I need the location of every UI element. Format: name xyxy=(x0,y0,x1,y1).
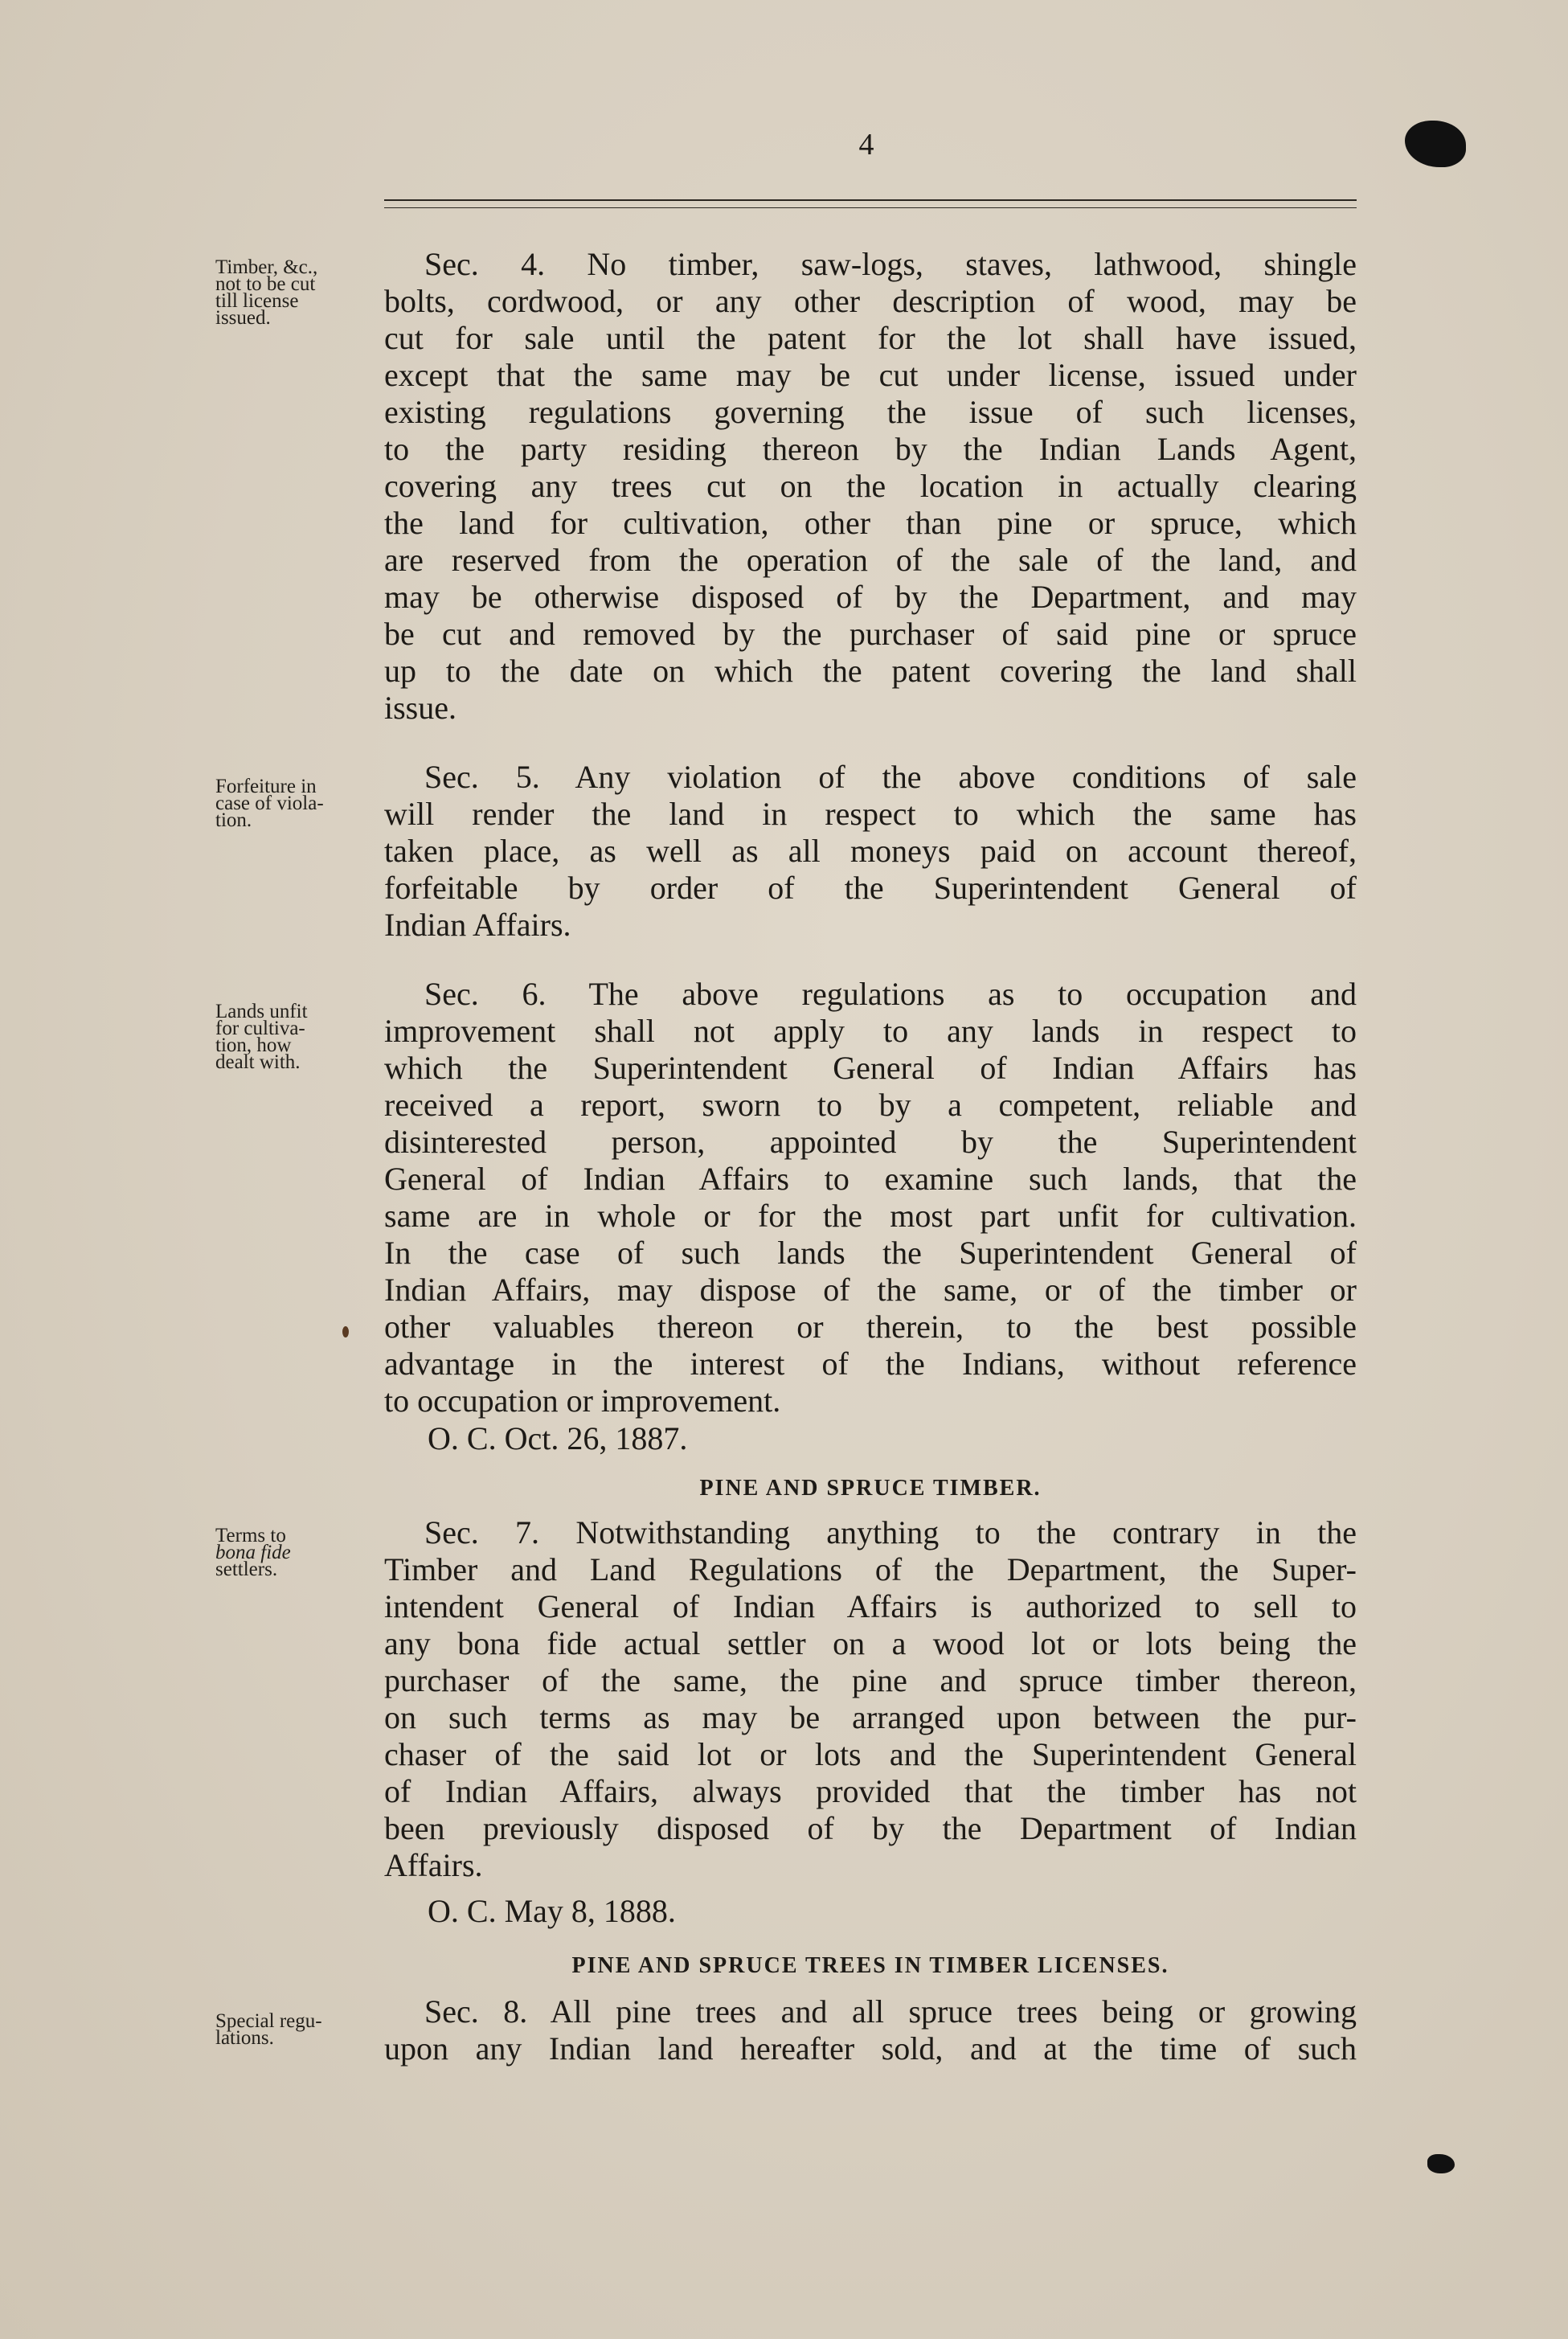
text-line: be cut and removed by the purchaser of said pine or spruce xyxy=(384,616,1357,652)
margin-note-line: till license xyxy=(215,290,299,312)
order-in-council-date: O. C. Oct. 26, 1887. xyxy=(428,1420,688,1456)
margin-note-sec-4 xyxy=(215,256,376,329)
margin-note-line: tion. xyxy=(215,809,252,831)
text-line: Timber and Land Regulations of the Department, the Super- xyxy=(384,1551,1357,1587)
section-8-text xyxy=(384,1993,1357,2067)
text-line: existing regulations governing the issue of such licenses, xyxy=(384,394,1357,430)
text-line: will render the land in respect to which the same has xyxy=(384,796,1357,832)
margin-note-line: case of viola- xyxy=(215,793,324,814)
text-line: Indian Affairs. xyxy=(384,907,571,943)
text-line: improvement shall not apply to any lands in respect to xyxy=(384,1013,1357,1049)
margin-note-line: settlers. xyxy=(215,1559,278,1580)
margin-note-line: not to be cut xyxy=(215,273,316,295)
section-6-text xyxy=(384,976,1357,1419)
margin-note-line: for cultiva- xyxy=(215,1018,305,1039)
margin-note-line: Terms to xyxy=(215,1525,286,1546)
text-line: been previously disposed of by the Department of Indian xyxy=(384,1810,1357,1846)
text-line: any bona fide actual settler on a wood lot or lots being the xyxy=(384,1625,1357,1661)
text-line: are reserved from the operation of the sale of the land, and xyxy=(384,542,1357,578)
margin-note-line: tion, how xyxy=(215,1034,292,1056)
text-line: to occupation or improvement. xyxy=(384,1383,781,1419)
margin-note-line: lations. xyxy=(215,2027,274,2049)
text-line: except that the same may be cut under license, issued under xyxy=(384,357,1357,393)
text-line: Sec. 7. Notwithstanding anything to the contrary in the xyxy=(424,1514,1357,1550)
text-line: purchaser of the same, the pine and spruce timber thereon, xyxy=(384,1662,1357,1698)
margin-note-line: Timber, &c., xyxy=(215,256,318,278)
section-heading: PINE AND SPRUCE TREES IN TIMBER LICENSES. xyxy=(571,1953,1169,1978)
header-rule xyxy=(384,199,1357,201)
text-line: cut for sale until the patent for the lot shall have issued, xyxy=(384,320,1357,356)
section-heading: PINE AND SPRUCE TIMBER. xyxy=(699,1476,1042,1501)
text-line: Sec. 6. The above regulations as to occupation and xyxy=(424,976,1357,1012)
text-line: on such terms as may be arranged upon between the pur- xyxy=(384,1699,1357,1735)
margin-note-line: Forfeiture in xyxy=(215,776,317,797)
ink-blot-mark xyxy=(1427,2154,1455,2173)
text-line: upon any Indian land hereafter sold, and at the time of such xyxy=(384,2030,1357,2067)
margin-note-sec-7 xyxy=(215,1527,376,1578)
text-line: the land for cultivation, other than pine or spruce, which xyxy=(384,505,1357,541)
margin-note-sec-8 xyxy=(215,2010,376,2049)
section-4-text xyxy=(384,246,1357,727)
text-line: which the Superintendent General of Indian Affairs has xyxy=(384,1050,1357,1086)
margin-note-sec-5 xyxy=(215,778,376,829)
paper-speck xyxy=(342,1326,349,1337)
order-in-council-date: O. C. May 8, 1888. xyxy=(428,1893,676,1929)
text-line: Sec. 5. Any violation of the above conditions of sale xyxy=(424,759,1357,795)
text-line: other valuables thereon or therein, to the best possible xyxy=(384,1309,1357,1345)
text-line: Sec. 4. No timber, saw-logs, staves, lathwood, shingle xyxy=(424,246,1357,282)
text-line: of Indian Affairs, always provided that the timber has not xyxy=(384,1773,1357,1809)
text-line: taken place, as well as all moneys paid on account thereof, xyxy=(384,833,1357,869)
text-line: chaser of the said lot or lots and the Superintendent General xyxy=(384,1736,1357,1772)
text-line: disinterested person, appointed by the Superintendent xyxy=(384,1124,1357,1160)
text-line: intendent General of Indian Affairs is authorized to sell to xyxy=(384,1588,1357,1624)
text-line: Affairs. xyxy=(384,1847,483,1883)
margin-note-line: Lands unfit xyxy=(215,1001,308,1022)
text-line: to the party residing thereon by the Indian Lands Agent, xyxy=(384,431,1357,467)
text-line: may be otherwise disposed of by the Department, and may xyxy=(384,579,1357,615)
text-line: received a report, sworn to by a competent, reliable and xyxy=(384,1087,1357,1123)
margin-note-line: Special regu- xyxy=(215,2010,322,2032)
page-number: 4 xyxy=(858,128,874,162)
text-line: up to the date on which the patent covering the land shall xyxy=(384,653,1357,689)
text-line: bolts, cordwood, or any other description of wood, may be xyxy=(384,283,1357,319)
margin-note-line: issued. xyxy=(215,307,271,329)
text-line: General of Indian Affairs to examine such lands, that the xyxy=(384,1161,1357,1197)
section-7-text xyxy=(384,1514,1357,1884)
text-line: same are in whole or for the most part unfit for cultivation. xyxy=(384,1198,1357,1234)
text-line: forfeitable by order of the Superintendent General of xyxy=(384,870,1357,906)
text-line: Sec. 8. All pine trees and all spruce trees being or growing xyxy=(424,1993,1357,2030)
margin-note-line: dealt with. xyxy=(215,1051,301,1073)
text-line: In the case of such lands the Superintendent General of xyxy=(384,1235,1357,1271)
text-line: Indian Affairs, may dispose of the same, or of the timber or xyxy=(384,1272,1357,1308)
header-rule-secondary xyxy=(384,207,1357,208)
text-line: covering any trees cut on the location in actually clearing xyxy=(384,468,1357,504)
text-line: advantage in the interest of the Indians, without reference xyxy=(384,1346,1357,1382)
margin-note-line: bona fide xyxy=(215,1542,291,1563)
text-line: issue. xyxy=(384,690,456,726)
margin-note-sec-6 xyxy=(215,1003,376,1071)
section-5-text xyxy=(384,759,1357,944)
